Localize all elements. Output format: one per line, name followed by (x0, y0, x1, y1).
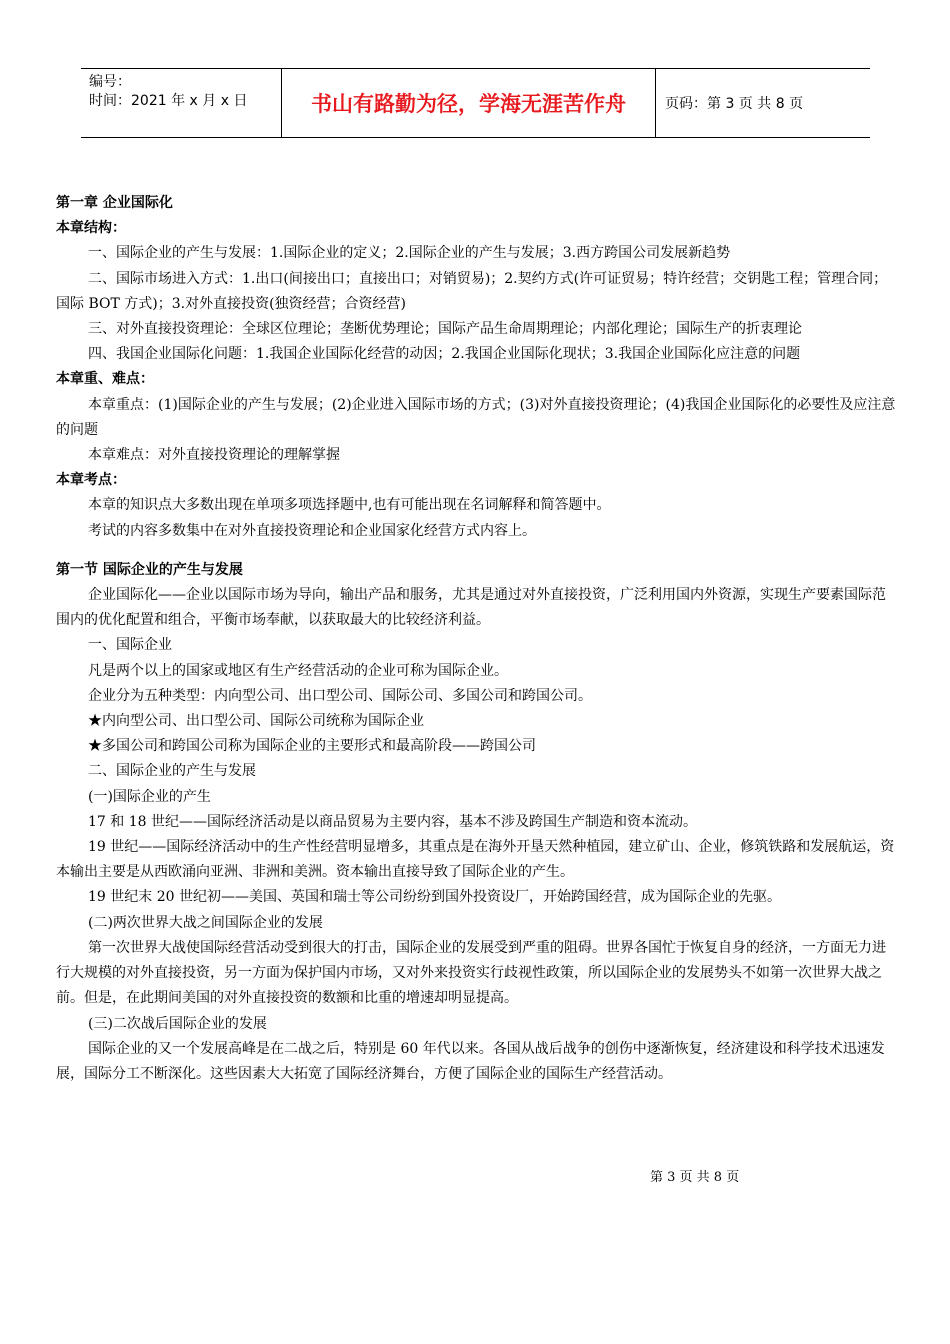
paragraph: 企业分为五种类型：内向型公司、出口型公司、国际公司、多国公司和跨国公司。 (88, 687, 592, 704)
paragraph: 19 世纪末 20 世纪初——美国、英国和瑞士等公司纷纷到国外投资设厂，开始跨国经营，成为国际企业的先驱。 (88, 889, 781, 906)
paragraph: 凡是两个以上的国家或地区有生产经营活动的企业可称为国际企业。 (88, 662, 508, 679)
paragraph: ★内向型公司、出口型公司、国际公司统称为国际企业 (88, 713, 424, 730)
paragraph: (一)国际企业的产生 (88, 788, 211, 805)
section-title: 第一节 国际企业的产生与发展 (56, 561, 243, 578)
chapter-title: 第一章 企业国际化 (56, 195, 173, 211)
exam-point: 考试的内容多数集中在对外直接投资理论和企业国家化经营方式内容上。 (88, 522, 536, 539)
structure-item: 三、对外直接投资理论：全球区位理论；垄断优势理论；国际产品生命周期理论；内部化理论；国际生产的折衷理论 (88, 321, 802, 338)
paragraph: ★多国公司和跨国公司称为国际企业的主要形式和最高阶段——跨国公司 (88, 738, 536, 755)
paragraph: 17 和 18 世纪——国际经济活动是以商品贸易为主要内容，基本不涉及跨国生产制造和资本流动。 (88, 813, 697, 830)
paragraph: (三)二次战后国际企业的发展 (88, 1015, 267, 1032)
exam-point: 本章的知识点大多数出现在单项多项选择题中,也有可能出现在名词解释和简答题中。 (88, 497, 611, 514)
page-footer: 第 3 页 共 8 页 (650, 1170, 740, 1185)
paragraph: 第一次世界大战使国际经营活动受到很大的打击，国际企业的发展受到严重的阻碍。世界各国忙于恢复自身的经济，一方面无力进行大规模的对外直接投资，另一方面为保护国内市场，又对外来投资实行歧视性政策，所以国际企业的发展势头不如第一次世界大战之前。但是，在此期间美国的对外直接投资的数额和比重的增速却明显提高。 (56, 939, 886, 1007)
paragraph: 一、国际企业 (88, 637, 172, 654)
paragraph: 企业国际化——企业以国际市场为导向，输出产品和服务，尤其是通过对外直接投资，广泛利用国内外资源，实现生产要素国际范围内的优化配置和组合，平衡市场奉献，以获取最大的比较经济利益。 (56, 587, 886, 629)
structure-item: 一、国际企业的产生与发展：1.国际企业的定义；2.国际企业的产生与发展；3.西方跨国公司发展新趋势 (88, 245, 731, 262)
document-body (56, 191, 896, 1087)
difficult-points: 本章难点：对外直接投资理论的理解掌握 (88, 447, 340, 464)
paragraph: 国际企业的又一个发展高峰是在二战之后，特别是 60 年代以来。各国从战后战争的创伤中逐渐恢复，经济建设和科学技术迅速发展，国际分工不断深化。这些因素大大拓宽了国际经济舞台，方便了国际企业的国际生产经营活动。 (56, 1040, 885, 1082)
spacer (56, 544, 896, 558)
key-heading: 本章重、难点： (56, 371, 154, 388)
paragraph: (二)两次世界大战之间国际企业的发展 (88, 914, 323, 931)
page-code: 页码：第 3 页 共 8 页 (665, 96, 804, 112)
exam-heading: 本章考点： (56, 472, 126, 489)
key-points: 本章重点：(1)国际企业的产生与发展；(2)企业进入国际市场的方式；(3)对外直接投资理论；(4)我国企业国际化的必要性及应注意的问题 (56, 396, 896, 438)
header-left-cell (81, 69, 282, 137)
time-label: 时间：2021 年 x 月 x 日 (89, 93, 248, 109)
paragraph: 二、国际企业的产生与发展 (88, 763, 256, 780)
structure-item: 四、我国企业国际化问题：1.我国企业国际化经营的动因；2.我国企业国际化现状；3.我国企业国际化应注意的问题 (88, 346, 801, 363)
structure-item: 二、国际市场进入方式：1.出口(间接出口；直接出口；对销贸易)；2.契约方式(许可证贸易；特许经营；交钥匙工程；管理合同；国际 BOT 方式)；3.对外直接投资(独资经营；合资经营) (56, 270, 888, 312)
code-label: 编号： (89, 74, 131, 90)
motto: 书山有路勤为径，学海无涯苦作舟 (282, 69, 656, 137)
header-table (81, 68, 870, 138)
structure-heading: 本章结构： (56, 220, 126, 237)
paragraph: 19 世纪——国际经济活动中的生产性经营明显增多，其重点是在海外开垦天然种植园，建立矿山、企业，修筑铁路和发展航运，资本输出主要是从西欧涌向亚洲、非洲和美洲。资本输出直接导致了国际企业的产生。 (56, 839, 895, 881)
